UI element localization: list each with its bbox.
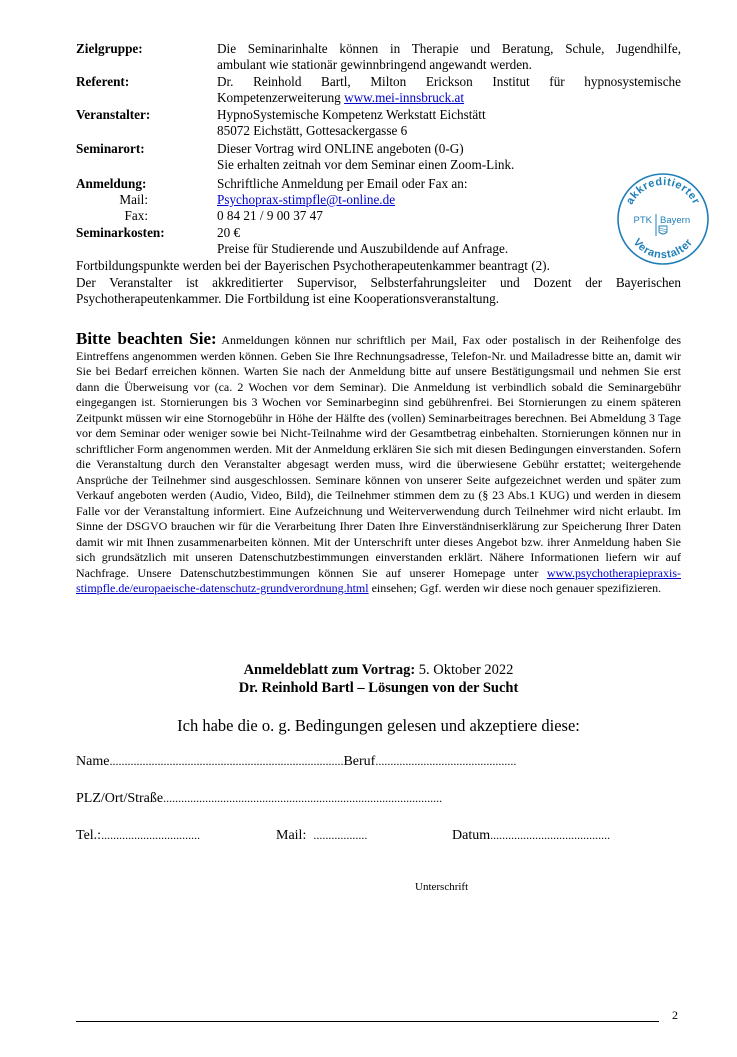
accreditation-stamp bbox=[614, 170, 712, 268]
anmeldeblatt-title bbox=[76, 662, 681, 679]
referent-line2 bbox=[217, 90, 464, 106]
mail-row bbox=[276, 828, 367, 844]
beruf-field[interactable]: ............................................... bbox=[375, 754, 517, 768]
stamp-arc-top: akkreditierter bbox=[623, 175, 703, 207]
fortbildung-line3: Psychotherapeutenkammer. Die Fortbildung ist eine Kooperationsveranstaltung. bbox=[76, 291, 500, 306]
tel-field[interactable]: ................................. bbox=[101, 828, 201, 842]
name-field[interactable]: .............................................................................. bbox=[109, 754, 344, 768]
fax-value: 0 84 21 / 9 00 37 47 bbox=[217, 208, 323, 223]
page-number: 2 bbox=[672, 1008, 678, 1022]
veranstalter-label: Veranstalter: bbox=[76, 107, 151, 122]
fortbildung-line2: Der Veranstalter ist akkreditierter Supervisor, Selbsterfahrungsleiter und Dozent der Bayerischen bbox=[76, 275, 681, 290]
mail-link[interactable]: Psychoprax-stimpfle@t-online.de bbox=[217, 192, 396, 207]
notice-paragraph bbox=[76, 331, 681, 597]
anmeldeblatt-date: 5. Oktober 2022 bbox=[415, 662, 514, 678]
address-row bbox=[76, 791, 666, 807]
notice-heading: Bitte beachten Sie: bbox=[76, 329, 217, 348]
veranstalter-line2: 85072 Eichstätt, Gottesackergasse 6 bbox=[217, 123, 408, 138]
zielgruppe-line1: Die Seminarinhalte können in Therapie und Beratung, Schule, Jugendhilfe, bbox=[217, 41, 681, 56]
stamp-bayern: Bayern bbox=[660, 215, 691, 226]
zielgruppe-line2: ambulant wie stationär gewinnbringend angewandt werden. bbox=[217, 57, 532, 72]
datum-row bbox=[452, 828, 610, 844]
name-label: Name bbox=[76, 754, 110, 769]
address-field[interactable]: ............................................................................................. bbox=[163, 791, 443, 805]
form-mail-label: Mail: bbox=[276, 828, 307, 843]
plz-label: PLZ/Ort/Straße bbox=[76, 791, 164, 806]
veranstalter-line1: HypnoSystemische Kompetenz Werkstatt Eichstätt bbox=[217, 107, 486, 122]
mail-label: Mail: bbox=[119, 192, 148, 207]
anmeldeblatt-title-bold: Anmeldeblatt zum Vortrag: bbox=[243, 662, 416, 678]
seminarkosten-label: Seminarkosten: bbox=[76, 225, 165, 240]
anmeldeblatt-subtitle: Dr. Reinhold Bartl – Lösungen von der Sucht bbox=[238, 680, 519, 696]
name-row bbox=[76, 754, 666, 770]
referent-website-link[interactable]: www.mei-innsbruck.at bbox=[344, 90, 465, 105]
tel-label: Tel.: bbox=[76, 828, 102, 843]
seminarkosten-line2: Preise für Studierende und Auszubildende auf Anfrage. bbox=[217, 241, 509, 256]
fortbildung-line1: Fortbildungspunkte werden bei der Bayerischen Psychotherapeutenkammer beantragt (2). bbox=[76, 258, 550, 273]
referent-line2-text: Kompetenzerweiterung bbox=[217, 90, 345, 105]
referent-line1: Dr. Reinhold Bartl, Milton Erickson Institut für hypnosystemische bbox=[217, 74, 681, 89]
tel-row bbox=[76, 828, 200, 844]
privacy-policy-link[interactable]: www.psychotherapiepraxis-stimpfle.de/europaeische-datenschutz-grundverordnung.html bbox=[76, 565, 681, 595]
notice-tail: einsehen; Ggf. werden wir diese noch genauer spezifizieren. bbox=[368, 581, 662, 595]
datum-label: Datum bbox=[452, 828, 491, 843]
form-mail-field[interactable]: .................. bbox=[313, 828, 368, 842]
seminarort-label: Seminarort: bbox=[76, 141, 145, 156]
signature-label: Unterschrift bbox=[415, 881, 469, 893]
seminarkosten-value: 20 € bbox=[217, 225, 241, 240]
fax-label: Fax: bbox=[124, 208, 148, 223]
notice-body: Anmeldungen können nur schriftlich per Mail, Fax oder postalisch in der Reihenfolge des Eintreffens angenommen werden können. Geben Sie Ihre Rechnungsadresse, Telefon-Nr. und Mailadresse bitte an, damit wir Sie bei Bedarf erreichen können. Warten Sie nach der Anmeldung bitte auf unsere Bestätigungsmail und nehmen Sie erst dann die Überweisung vor (ca. 2 Wochen vor dem Seminar). Die Anmeldung ist verbindlich sobald die Seminargebühr eingegangen ist. Stornierungen bis 3 Wochen vor Seminarbeginn sind gebührenfrei. Bei Stornierungen zu einem späteren Zeitpunkt müssen wir eine Stornogebühr in Höhe der Hälfte des (vollen) Seminarbeitrages berechnen. Bei Abmeldung 3 Tage vor dem Seminar oder weniger sowie bei Nicht-Teilnahme wird der Gesamtbetrag einbehalten. Stornierungen können nur in schriftlicher Form angenommen werden. Mit der Anmeldung erklären Sie sich mit diesen Bedingungen einverstanden. Sofern die Veranstaltung durch den Veranstalter abgesagt werden muss, wird die überwiesene Gebühr erstattet; weitergehende Ansprüche der Teilnehmer sind ausgeschlossen. Seminare können von unserer Seite aufgezeichnet werden und später zum Verkauf angeboten werden (Audio, Video, Bild), die Teilnehmer stimmen dem zu (§ 23 Abs.1 KUG) und werden in diesem Falle vor der Veranstaltung informiert. Eine Aufzeichnung und Weiterverwendung durch Teilnehmer wird nicht erlaubt. Im Sinne der DSGVO brauchen wir für die Verarbeitung Ihrer Daten Ihre Einverständniserklärung zur Speicherung Ihrer Daten damit wir mit Ihnen zusammenarbeiten können. Mit der Unterschrift unter dieses Angebot bzw. ihrer Anmeldung haben Sie sich grundsätzlich mit unseren Datenschutzbestimmungen einverstanden erklärt. Nähere Informationen liefern wir auf Nachfrage. Unsere Datenschutzbestimmungen können Sie auf unserer Homepage unter bbox=[76, 333, 681, 580]
beruf-label: Beruf bbox=[343, 754, 376, 769]
referent-label: Referent: bbox=[76, 74, 130, 89]
anmeldung-label: Anmeldung: bbox=[76, 176, 147, 191]
footer-rule bbox=[76, 1021, 659, 1022]
svg-text:akkreditierter bbox=[624, 176, 702, 207]
zielgruppe-label: Zielgruppe: bbox=[76, 41, 143, 56]
anmeldung-line1: Schriftliche Anmeldung per Email oder Fax an: bbox=[217, 176, 468, 191]
seminarort-line1: Dieser Vortrag wird ONLINE angeboten (0-G) bbox=[217, 141, 464, 156]
conditions-statement: Ich habe die o. g. Bedingungen gelesen und akzeptiere diese: bbox=[177, 716, 580, 735]
stamp-arc-bottom: Veranstalter bbox=[630, 236, 696, 262]
bavaria-shield-icon bbox=[659, 226, 667, 234]
datum-field[interactable]: ........................................ bbox=[490, 828, 611, 842]
seminarort-line2: Sie erhalten zeitnah vor dem Seminar einen Zoom-Link. bbox=[217, 157, 515, 172]
stamp-ptk: PTK bbox=[633, 215, 652, 226]
